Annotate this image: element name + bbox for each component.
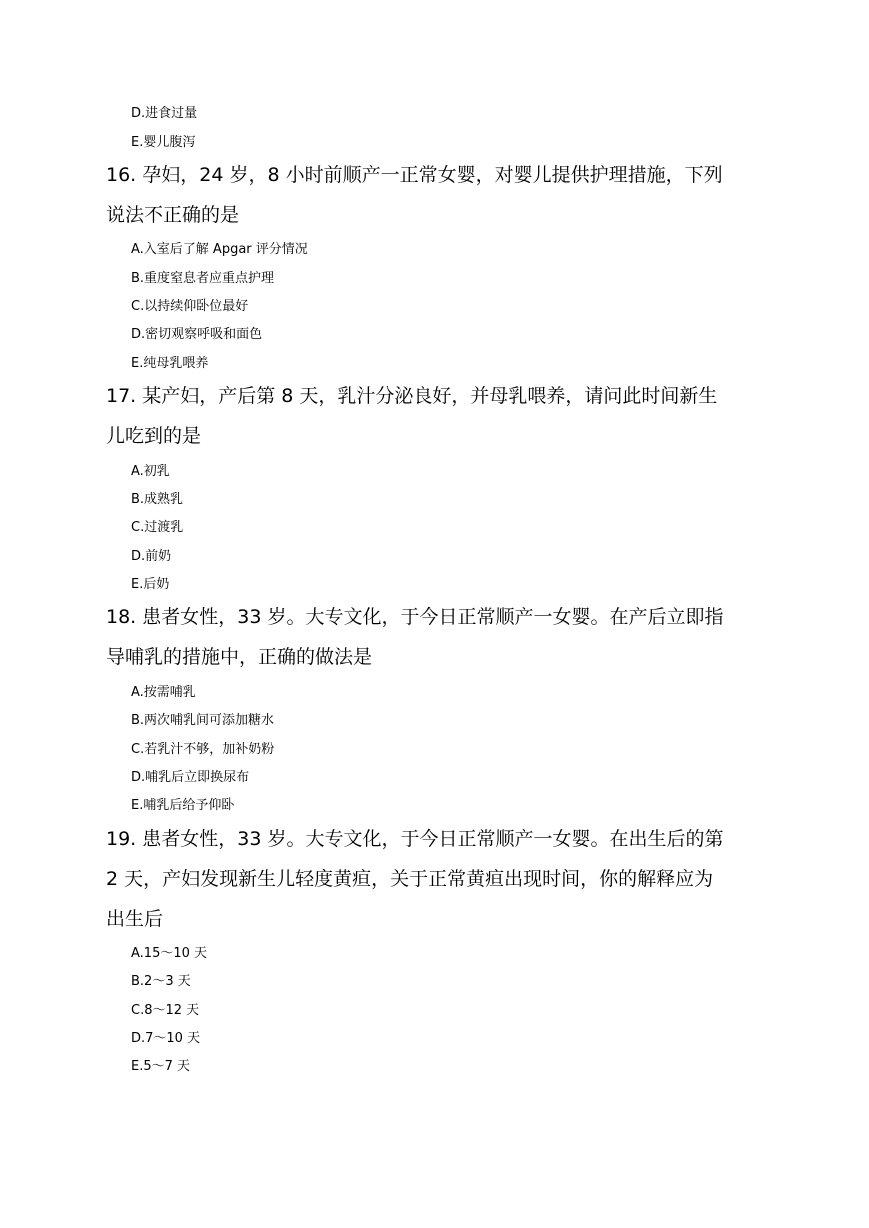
option-prev-d: D.进食过量	[131, 106, 198, 121]
option-prev-e: E.婴儿腹泻	[131, 135, 196, 150]
question-18-option-a: A.按需哺乳	[131, 685, 196, 700]
question-18-option-e: E.哺乳后给予仰卧	[131, 798, 235, 813]
question-17-line-1: 17. 某产妇，产后第 8 天，乳汁分泌良好，并母乳喂养，请问此时间新生	[106, 385, 718, 407]
question-16-option-c: C.以持续仰卧位最好	[131, 299, 249, 314]
question-16-line-2: 说法不正确的是	[106, 204, 240, 226]
question-19	[106, 819, 766, 939]
question-19-option-a: A.15～10 天	[131, 946, 208, 961]
question-17-option-e: E.后奶	[131, 577, 170, 592]
question-16-option-e: E.纯母乳喂养	[131, 356, 209, 371]
question-17-option-c: C.过渡乳	[131, 520, 184, 535]
question-19-option-b: B.2～3 天	[131, 974, 191, 989]
question-18-option-d: D.哺乳后立即换尿布	[131, 770, 250, 785]
question-18-option-b: B.两次哺乳间可添加糖水	[131, 713, 275, 728]
question-17-option-a: A.初乳	[131, 464, 170, 479]
question-19-line-3: 出生后	[106, 908, 164, 930]
question-16	[106, 155, 766, 235]
question-19-line-1: 19. 患者女性，33 岁。大专文化，于今日正常顺产一女婴。在出生后的第	[106, 828, 724, 850]
question-16-option-b: B.重度窒息者应重点护理	[131, 271, 275, 286]
question-16-option-d: D.密切观察呼吸和面色	[131, 327, 263, 342]
question-19-option-e: E.5～7 天	[131, 1059, 191, 1074]
question-18-option-c: C.若乳汁不够，加补奶粉	[131, 742, 275, 757]
question-16-option-a: A.入室后了解 Apgar 评分情况	[131, 242, 308, 257]
question-18-line-2: 导哺乳的措施中，正确的做法是	[106, 646, 373, 668]
question-16-line-1: 16. 孕妇，24 岁，8 小时前顺产一正常女婴，对婴儿提供护理措施，下列	[106, 164, 723, 186]
question-17-line-2: 儿吃到的是	[106, 425, 202, 447]
question-17	[106, 376, 766, 456]
question-19-option-c: C.8～12 天	[131, 1003, 200, 1018]
question-19-option-d: D.7～10 天	[131, 1031, 201, 1046]
question-18-line-1: 18. 患者女性，33 岁。大专文化，于今日正常顺产一女婴。在产后立即指	[106, 606, 724, 628]
question-17-option-b: B.成熟乳	[131, 492, 184, 507]
question-19-line-2: 2 天，产妇发现新生儿轻度黄疸，关于正常黄疸出现时间，你的解释应为	[106, 868, 714, 890]
question-18	[106, 597, 766, 677]
question-17-option-d: D.前奶	[131, 549, 172, 564]
